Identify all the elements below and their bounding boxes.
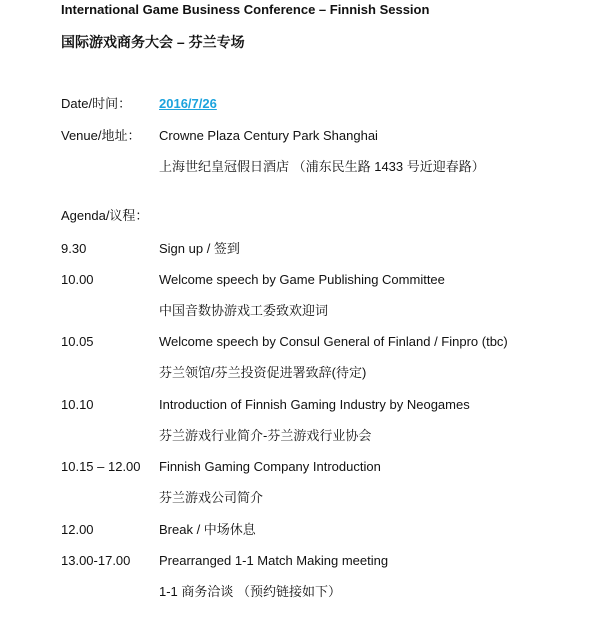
agenda-time: 12.00: [61, 522, 94, 537]
agenda-title: Prearranged 1-1 Match Making meeting: [159, 553, 389, 568]
agenda-time: 13.00-17.00: [61, 553, 131, 568]
agenda-title: Introduction of Finnish Gaming Industry by Neogames: [159, 397, 470, 412]
agenda-title: Welcome speech by Consul General of Finland / Finpro (tbc): [159, 334, 508, 349]
venue-chinese: 上海世纪皇冠假日酒店 （浦东民生路 1433 号近迎春路）: [159, 159, 485, 174]
venue-label: Venue/地址：: [61, 128, 141, 143]
date-label: Date/时间：: [61, 96, 132, 111]
agenda-time: 10.10: [61, 397, 94, 412]
title-english: International Game Business Conference – Finnish Session: [61, 2, 430, 17]
agenda-time: 10.00: [61, 272, 94, 287]
agenda-title-cn: 中国音数协游戏工委致欢迎词: [159, 303, 329, 318]
agenda-title-cn: 芬兰游戏公司简介: [159, 490, 264, 505]
agenda-title: Finnish Gaming Company Introduction: [159, 459, 381, 474]
date-link[interactable]: 2016/7/26: [159, 96, 217, 111]
venue-english: Crowne Plaza Century Park Shanghai: [159, 128, 378, 143]
agenda-time: 10.05: [61, 334, 94, 349]
agenda-title: Sign up / 签到: [159, 241, 240, 256]
title-chinese: 国际游戏商务大会 – 芬兰专场: [61, 34, 245, 50]
agenda-title: Break / 中场休息: [159, 522, 256, 537]
agenda-heading: Agenda/议程：: [61, 208, 149, 223]
agenda-time: 9.30: [61, 241, 87, 256]
agenda-title-cn: 芬兰游戏行业简介-芬兰游戏行业协会: [159, 428, 372, 443]
agenda-title: Welcome speech by Game Publishing Committee: [159, 272, 445, 287]
agenda-title-cn: 1-1 商务洽谈 （预约链接如下）: [159, 584, 342, 599]
agenda-time: 10.15 – 12.00: [61, 459, 141, 474]
agenda-title-cn: 芬兰领馆/芬兰投资促进署致辞(待定): [159, 365, 367, 380]
